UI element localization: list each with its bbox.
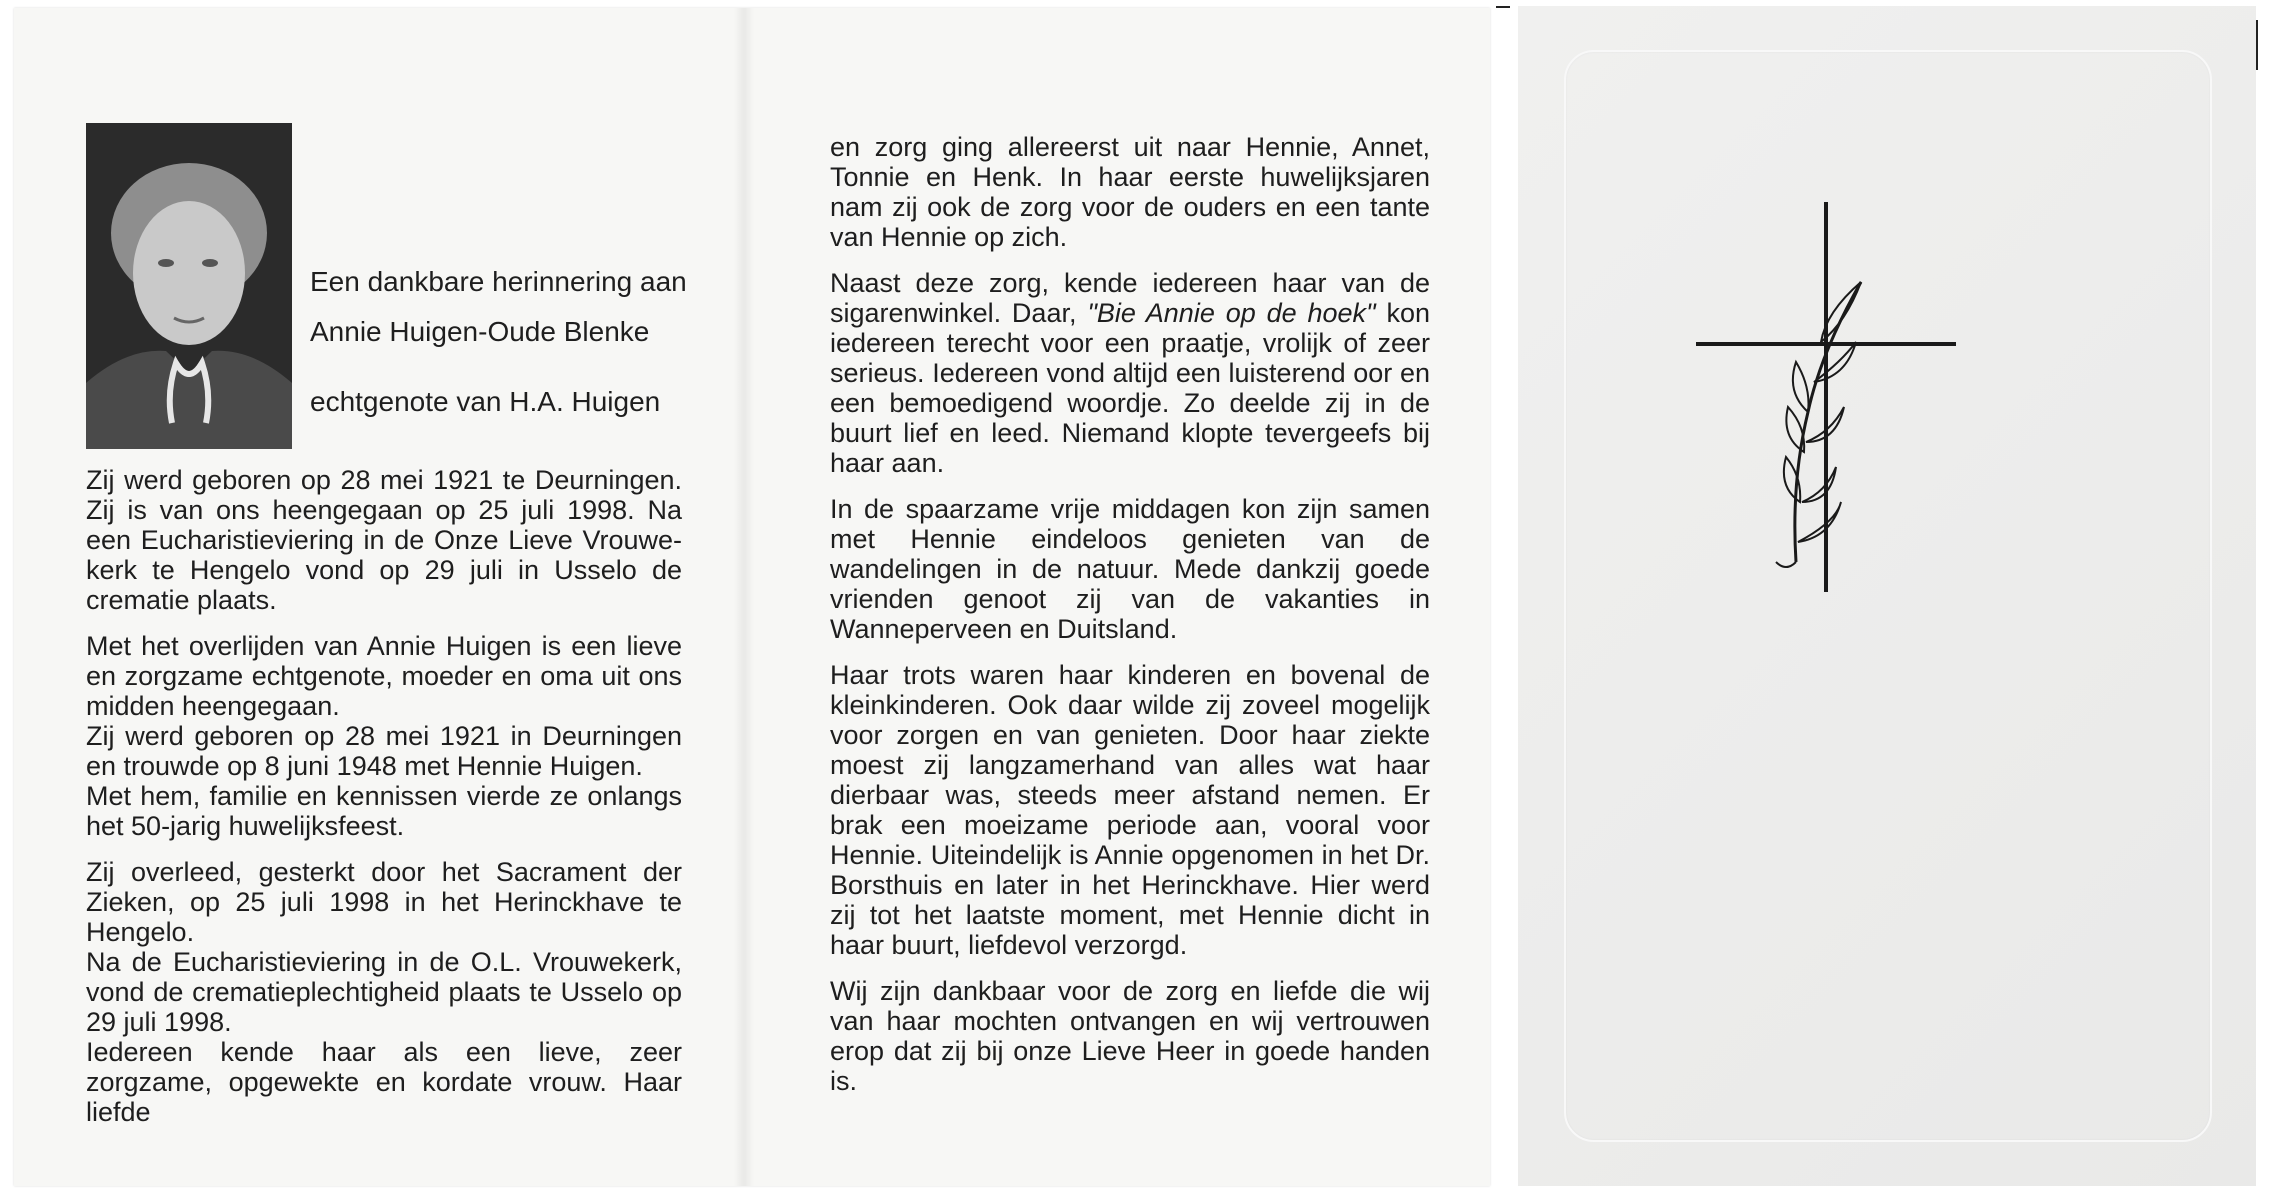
paragraph: In de spaarzame vrije middagen kon zijn samen met Hennie eindeloos genieten van de wandelingen in de natuur. Mede dankzij goede vrienden genoot zij van de vakanties in Wanneperveen en Duitsland. <box>830 494 1430 644</box>
paragraph: Wij zijn dankbaar voor de zorg en liefde die wij van haar mochten ontvangen en wij vertrouwen erop dat zij bij onze Lieve Heer in goede handen is. <box>830 976 1430 1096</box>
paragraph: Zij overleed, gesterkt door het Sacrament der Zieken, op 25 juli 1998 in het Herinckhave te Hengelo. <box>86 857 682 947</box>
quote-text: "Bie Annie op de hoek" <box>1087 298 1376 328</box>
paragraph-text: kon iedereen terecht voor een praatje, vrolijk of zeer serieus. Iedereen vond altijd een luisterend oor en een bemoedigend woordje. Zo deelde zij in de buurt lief en leed. Niemand klopte tevergeefs bij haar aan. <box>830 298 1430 478</box>
intro-line-3: echtgenote van H.A. Huigen <box>310 386 661 417</box>
left-text-column <box>86 465 682 1127</box>
paragraph: Zij werd geboren op 28 mei 1921 in Deurningen en trouwde op 8 juni 1948 met Hennie Huigen. <box>86 721 682 781</box>
paragraph: Iedereen kende haar als een lieve, zeer zorgzame, opgewekte en kordate vrouw. Haar liefde <box>86 1037 682 1127</box>
paragraph: Haar trots waren haar kinderen en bovenal de kleinkinderen. Ook daar wilde zij zoveel mogelijk voor zorgen en van genieten. Door haar ziekte moest zij langzamerhand van alles wat haar dierbaar was, steeds meer afstand nemen. Er brak een moeizame periode aan, vooral voor Hennie. Uiteindelijk is Annie opgenomen in het Dr. Borsthuis en later in het Herinckhave. Hier werd zij tot het laatste moment, met Hennie dicht in haar buurt, liefdevol verzorgd. <box>830 660 1430 960</box>
embossed-border <box>1564 50 2212 1142</box>
crop-mark <box>2256 20 2258 70</box>
crop-mark <box>1496 6 1510 8</box>
intro-line-1: Een dankbare herinnering aan <box>310 266 687 297</box>
paragraph: Na de Eucharistieviering in de O.L. Vrouwekerk, vond de crematieplechtigheid plaats te Usselo op 29 juli 1998. <box>86 947 682 1037</box>
right-text-column <box>830 132 1430 1112</box>
memorial-card-front <box>1518 6 2256 1186</box>
paragraph: en zorg ging allereerst uit naar Hennie, Annet, Tonnie en Henk. In haar eerste huwelijksjaren nam zij ook de zorg voor de ouders en een tante van Hennie op zich. <box>830 132 1430 252</box>
deceased-name: Annie Huigen-Oude Blenke <box>310 316 650 347</box>
paragraph: Met het overlijden van Annie Huigen is een lieve en zorgzame echtgenote, moeder en oma uit ons midden heengegaan. <box>86 631 682 721</box>
paragraph <box>830 268 1430 478</box>
paragraph-text: Naast deze zorg, kende iedereen haar van de sigarenwinkel. Daar, <box>830 268 1430 328</box>
paragraph: Met hem, familie en kennissen vierde ze onlangs het 50-jarig huwelijksfeest. <box>86 781 682 841</box>
paragraph: Zij werd geboren op 28 mei 1921 te Deurningen. Zij is van ons heengegaan op 25 juli 1998. Na een Eucharistieviering in de Onze Lieve Vrouwe-kerk te Hengelo vond op 29 juli in Usselo de crematie plaats. <box>86 465 682 615</box>
card-fold <box>734 8 754 1186</box>
portrait-photo <box>86 123 292 449</box>
cross-with-branch-icon <box>1696 202 1956 592</box>
